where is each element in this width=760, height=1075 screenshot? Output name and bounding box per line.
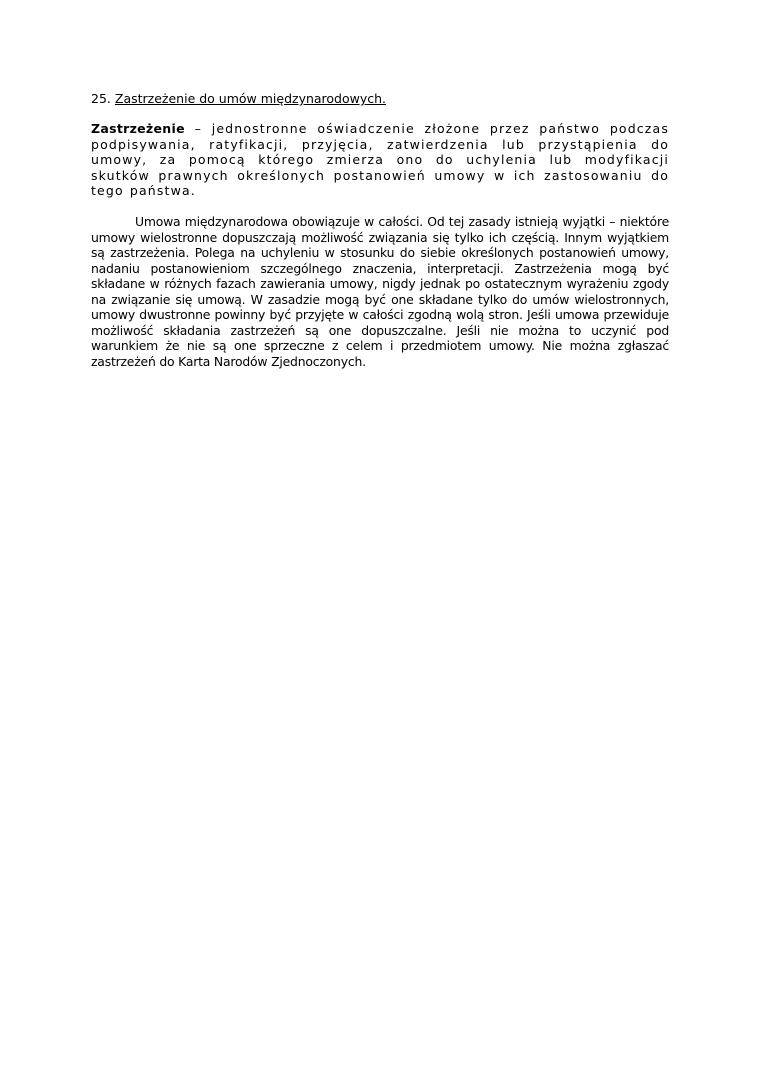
section-title: Zastrzeżenie do umów międzynarodowych.	[114, 91, 387, 106]
section-number: 25.	[91, 91, 111, 106]
section-heading	[91, 91, 671, 107]
body-paragraph: Umowa międzynarodowa obowiązuje w całości. Od tej zasady istnieją wyjątki – niektóre umowy wielostronne dopuszczają możliwość związania się tylko ich częścią. Innym wyjątkiem są zastrzeżenia. Polega na uchyleniu w stosunku do siebie określonych postanowień umowy, nadaniu postanowieniom szczególnego znaczenia, interpretacji. Zastrzeżenia mogą być składane w różnych fazach zawierania umowy, nigdy jednak po ostatecznym wyrażeniu zgody na związanie się umową. W zasadzie mogą być one składane tylko do umów wielostronnych, umowy dwustronne powinny być przyjęte w całości zgodną wolą stron. Jeśli umowa przewiduje możliwość składania zastrzeżeń są one dopuszczalne. Jeśli nie można to uczynić pod warunkiem że nie są one sprzeczne z celem i przedmiotem umowy. Nie można zgłaszać zastrzeżeń do Karta Narodów Zjednoczonych.	[91, 214, 669, 369]
definition-text: – jednostronne oświadczenie złożone przez państwo podczas podpisywania, ratyfikacji, przyjęcia, zatwierdzenia lub przystąpienia do umowy, za pomocą którego zmierza ono do uchylenia lub modyfikacji skutków prawnych określonych postanowień umowy w ich zastosowaniu do tego państwa.	[91, 121, 669, 199]
definition-paragraph	[91, 121, 669, 199]
defined-term: Zastrzeżenie	[91, 121, 185, 136]
